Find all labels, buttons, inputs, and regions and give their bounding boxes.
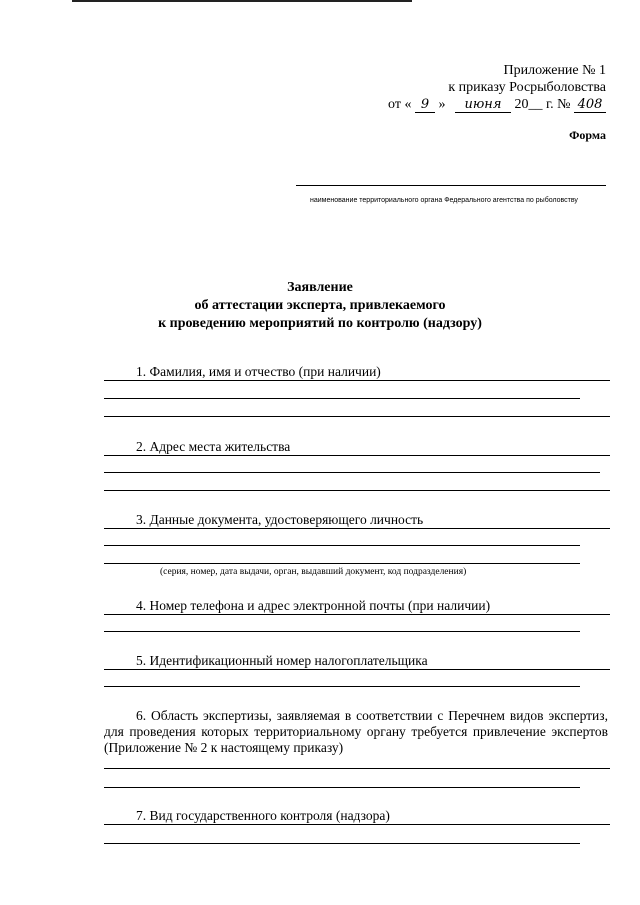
document-subtitle-1: об аттестации эксперта, привлекаемого	[194, 298, 446, 313]
field-3-line-1[interactable]	[104, 528, 610, 529]
document-title: Заявление	[287, 280, 353, 295]
date-prefix: от «	[388, 97, 412, 112]
date-year-suffix: г. №	[545, 97, 571, 112]
field-2-line-2[interactable]	[104, 472, 600, 473]
field-2-label: 2. Адрес места жительства	[136, 439, 291, 454]
field-7-label: 7. Вид государственного контроля (надзора)	[136, 808, 390, 823]
field-2-line-3[interactable]	[104, 490, 610, 491]
field-7-line-2[interactable]	[104, 843, 580, 844]
appendix-date-line	[388, 96, 606, 113]
authority-caption: наименование территориального органа Федерального агентства по рыболовству	[310, 197, 578, 204]
field-6-label	[104, 708, 608, 756]
field-4-line-1[interactable]	[104, 614, 610, 615]
date-day: 9	[415, 98, 435, 113]
order-number: 408	[574, 98, 606, 113]
appendix-order-ref: к приказу Росрыболовства	[448, 80, 606, 95]
field-5-label: 5. Идентификационный номер налогоплательщика	[136, 653, 428, 668]
field-1-label: 1. Фамилия, имя и отчество (при наличии)	[136, 364, 381, 379]
appendix-number: Приложение № 1	[503, 63, 606, 78]
field-7-line-1[interactable]	[104, 824, 610, 825]
field-3-line-2[interactable]	[104, 545, 580, 546]
authority-line	[296, 185, 606, 186]
field-5-line-1[interactable]	[104, 669, 610, 670]
field-6-line-1[interactable]	[104, 768, 610, 769]
form-label: Форма	[569, 128, 606, 142]
field-1-line-2[interactable]	[104, 398, 580, 399]
document-subtitle-2: к проведению мероприятий по контролю (надзору)	[158, 316, 482, 331]
field-3-line-3[interactable]	[104, 563, 580, 564]
field-1-line-1[interactable]	[104, 380, 610, 381]
date-year: 20__	[514, 97, 543, 112]
field-6-line-2[interactable]	[104, 787, 580, 788]
field-4-label: 4. Номер телефона и адрес электронной почты (при наличии)	[136, 598, 491, 613]
field-6-text: 6. Область экспертизы, заявляемая в соответствии с Перечнем видов экспертиз, для проведения которых территориальному органу требуется привлечение экспертов (Приложение № 2 к настоящему приказу)	[104, 708, 608, 755]
date-month: июня	[455, 98, 511, 113]
field-1-line-3[interactable]	[104, 416, 610, 417]
field-3-label: 3. Данные документа, удостоверяющего личность	[136, 512, 424, 527]
field-5-line-2[interactable]	[104, 686, 580, 687]
field-3-note: (серия, номер, дата выдачи, орган, выдавший документ, код подразделения)	[160, 567, 467, 577]
field-4-line-2[interactable]	[104, 631, 580, 632]
scan-top-edge	[72, 0, 412, 2]
date-mid: »	[438, 97, 446, 112]
field-2-line-1[interactable]	[104, 455, 610, 456]
